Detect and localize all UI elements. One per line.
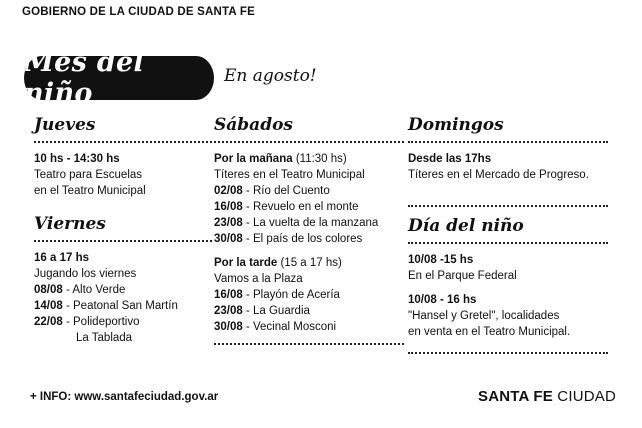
show: - El país de los colores [242, 233, 363, 245]
column-right [408, 114, 608, 362]
show: - Río del Cuento [242, 185, 330, 197]
dia-nino-time: 10/08 - 16 hs [408, 294, 477, 306]
show: - Revuelo en el monte [242, 201, 359, 213]
column-middle [214, 114, 404, 353]
domingos-time: Desde las 17hs [408, 153, 492, 165]
title-badge: Mes del niño [24, 56, 214, 100]
date: 08/08 [34, 284, 63, 296]
divider [408, 352, 608, 354]
date: 14/08 [34, 300, 63, 312]
place: - Playón de Acería [242, 289, 340, 301]
morning-time: (11:30 hs) [292, 153, 347, 165]
list-item [34, 298, 212, 314]
place: - La Guardia [242, 305, 310, 317]
list-item [34, 314, 212, 330]
domingos-desc: Títeres en el Mercado de Progreso. [408, 169, 589, 181]
morning-heading [214, 151, 404, 167]
afternoon-time: (15 a 17 hs) [277, 257, 342, 269]
dia-nino-desc: "Hansel y Gretel", localidades [408, 310, 560, 322]
date: 23/08 [214, 217, 243, 229]
place: - Peatonal San Martín [62, 300, 178, 312]
date: 02/08 [214, 185, 243, 197]
divider [408, 141, 608, 143]
jueves-line: Teatro para Escuelas [34, 169, 143, 181]
divider [34, 240, 212, 242]
list-item [214, 183, 404, 199]
date: 22/08 [34, 316, 63, 328]
viernes-desc: Jugando los viernes [34, 268, 137, 280]
morning-label: Por la mañana [214, 153, 293, 165]
divider [214, 141, 404, 143]
list-item-extra: La Tablada [76, 332, 133, 344]
divider [34, 141, 212, 143]
place: - Alto Verde [62, 284, 126, 296]
info-link[interactable]: + INFO: www.santafeciudad.gov.ar [30, 391, 219, 403]
jueves-title: Jueves [34, 115, 96, 135]
place: - Vecinal Mosconi [242, 321, 337, 333]
dia-nino-desc: En el Parque Federal [408, 270, 517, 282]
subtitle: En agosto! [224, 66, 317, 86]
brand-bold: SANTA FE [477, 388, 553, 405]
list-item [214, 287, 404, 303]
jueves-line: en el Teatro Municipal [34, 185, 146, 197]
list-item [214, 199, 404, 215]
show: - La vuelta de la manzana [242, 217, 379, 229]
dia-nino-time: 10/08 -15 hs [408, 254, 474, 266]
date: 30/08 [214, 321, 243, 333]
header: GOBIERNO DE LA CIUDAD DE SANTA FE [22, 6, 255, 18]
list-item [34, 282, 212, 298]
afternoon-desc: Vamos a la Plaza [214, 273, 303, 285]
date: 23/08 [214, 305, 243, 317]
afternoon-heading [214, 255, 404, 271]
list-item [214, 303, 404, 319]
date: 30/08 [214, 233, 243, 245]
place: - Polideportivo [62, 316, 140, 328]
dia-nino-desc: en venta en el Teatro Municipal. [408, 326, 571, 338]
date: 16/08 [214, 289, 243, 301]
afternoon-label: Por la tarde [214, 257, 278, 269]
date: 16/08 [214, 201, 243, 213]
brand-light: CIUDAD [552, 388, 616, 405]
dia-nino-title: Día del niño [408, 216, 524, 236]
brand-logo [478, 388, 616, 405]
domingos-title: Domingos [408, 115, 504, 135]
morning-desc: Títeres en el Teatro Municipal [214, 169, 365, 181]
jueves-time: 10 hs - 14:30 hs [34, 153, 120, 165]
list-item [214, 231, 404, 247]
list-item [214, 319, 404, 335]
sabados-title: Sábados [214, 115, 293, 135]
viernes-title: Viernes [34, 214, 106, 234]
column-left [34, 114, 212, 346]
divider [408, 242, 608, 244]
divider [408, 205, 608, 207]
list-item [214, 215, 404, 231]
divider [214, 343, 404, 345]
viernes-time: 16 a 17 hs [34, 252, 89, 264]
